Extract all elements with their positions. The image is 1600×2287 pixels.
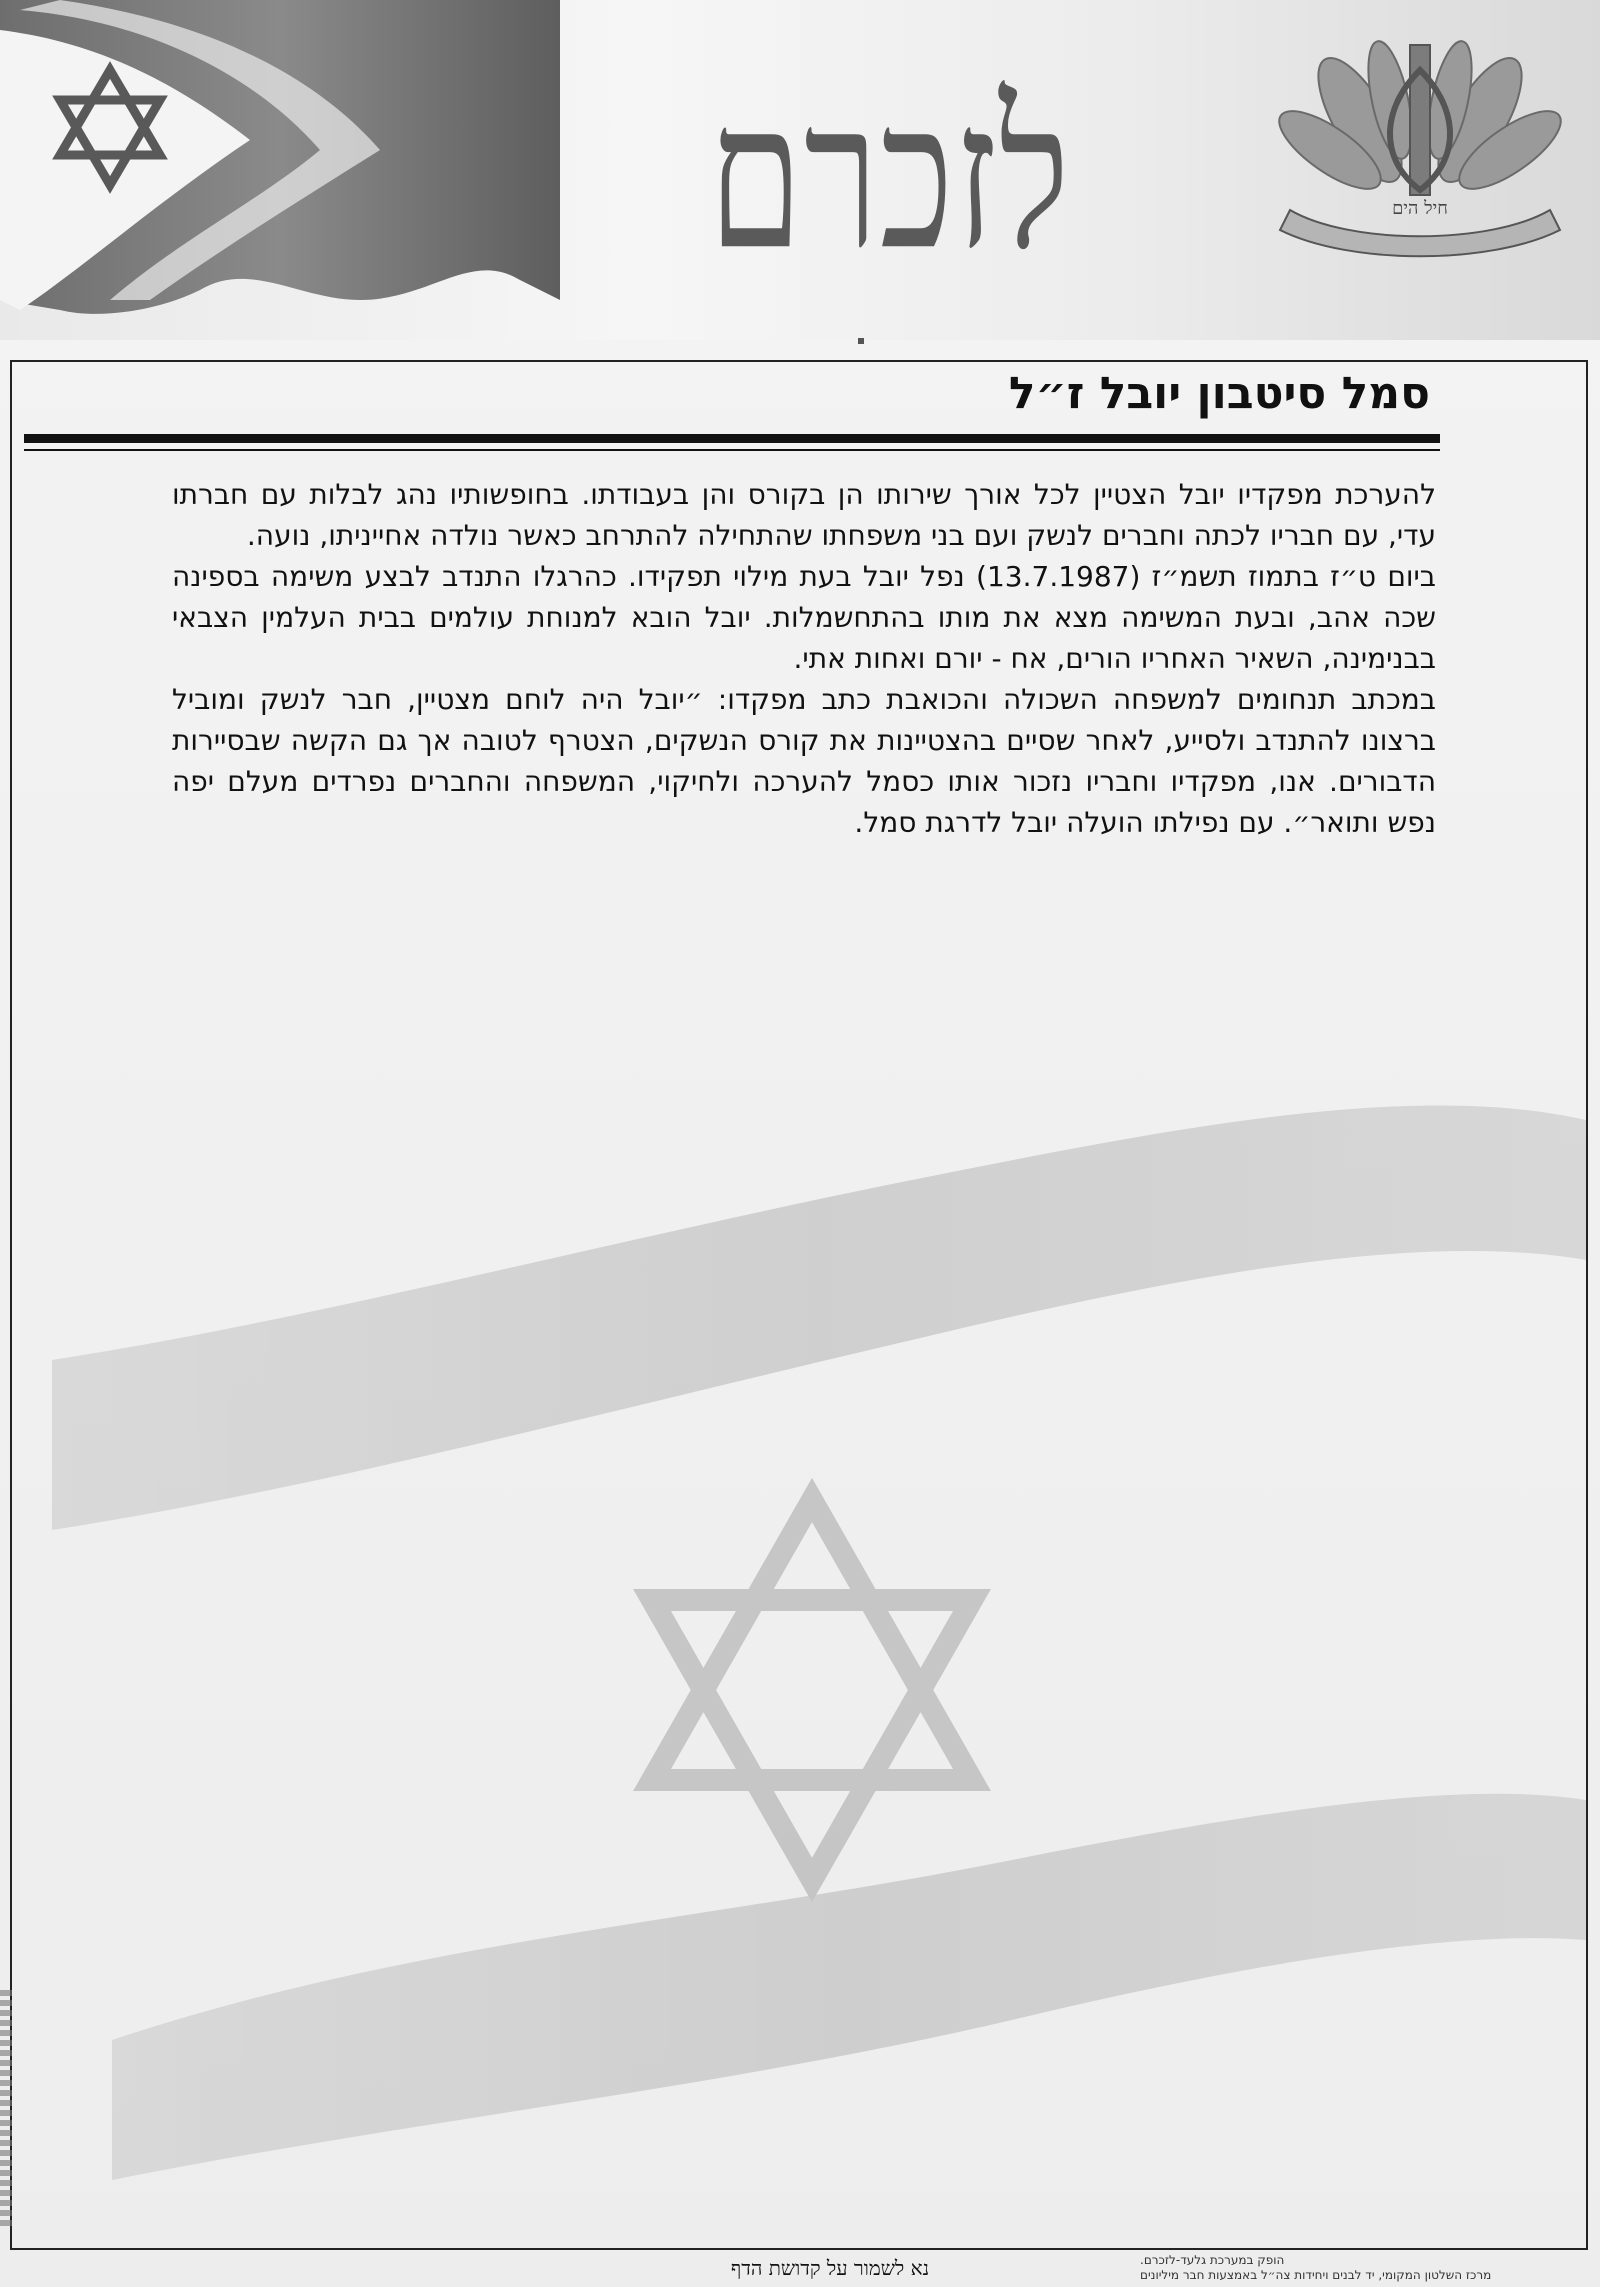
heading-rule-thick (24, 434, 1440, 443)
israel-flag-icon (0, 0, 560, 320)
memorial-paragraph-2: ביום ט״ז בתמוז תשמ״ז (13.7.1987) נפל יובל בעת מילוי תפקידו. כהרגלו התנדב לבצע משימה בספינה שכה אהב, ובעת המשימה מצא את מותו בהתחשמלות. יובל הובא למנוחת עולמים בבית העלמין הצבאי בבנימינה, השאיר האחריו הורים, אח - יורם ואחות אתי. (172, 560, 1436, 675)
memorial-paragraph-3: במכתב תנחומים למשפחה השכולה והכואבת כתב מפקדו: ״יובל היה לוחם מצטיין, חבר לנשק ומוביל ברצונו להתנדב ולסייע, לאחר שסיים בהצטיינות את קורס הנשקים, הצטרף לטובה אך גם הקשה שבסיירות הדבורים. אנו, מפקדיו וחבריו נזכור אותו כסמל להערכה ולחיקוי, המשפחה והחברים נפרדים מעלם יפה נפש ותואר״. עם נפילתו הועלה יובל לדרגת סמל. (172, 683, 1436, 839)
divider-mark (858, 338, 864, 344)
emblem-caption: חיל הים (1392, 198, 1448, 219)
memorial-paragraph-1: להערכת מפקדיו יובל הצטיין לכל אורך שירותו הן בקורס והן בעבודתו. בחופשותיו נהג לבלות עם חברתו עדי, עם חבריו לכתה וחברים לנשק ועם בני משפחתו שהתחילה להתרחב כאשר נולדה אחייניתו, נועה. (172, 478, 1436, 552)
side-margin-mark (0, 1990, 12, 2230)
footer-note: נא לשמור על קדושת הדף (730, 2256, 930, 2280)
heading-rule-thin (24, 449, 1440, 451)
page-title: לזכרם (708, 60, 1072, 295)
page-header (0, 0, 1600, 340)
navy-emblem-icon (1270, 30, 1570, 260)
publisher-line-1: הופק במערכת גלעד-לזכרם. (1140, 2253, 1285, 2267)
publisher-line-2: מרכז השלטון המקומי, יד לבנים ויחידות צה״ל באמצעות חבר מיליונים (1140, 2268, 1492, 2282)
footer-publisher (1140, 2253, 1570, 2283)
memorial-name-heading: סמל סיטבון יובל ז״ל (1008, 368, 1430, 419)
memorial-body (172, 474, 1436, 843)
